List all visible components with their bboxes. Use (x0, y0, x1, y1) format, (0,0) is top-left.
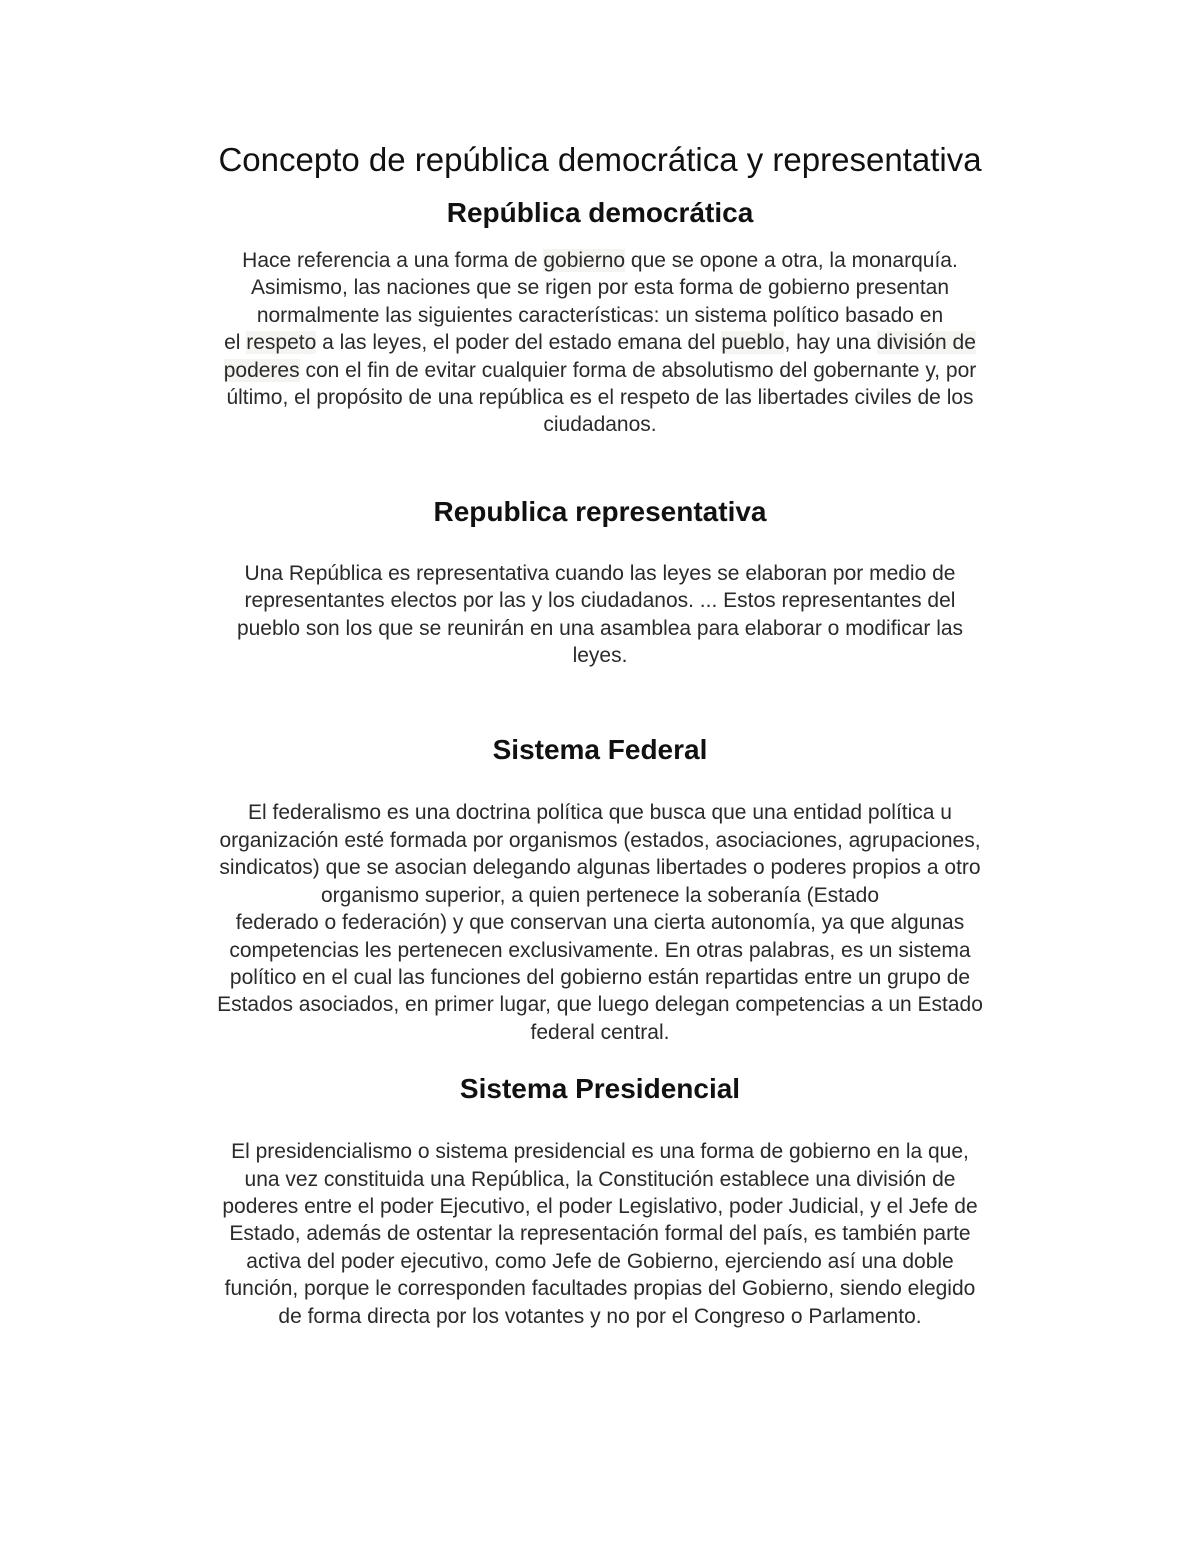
highlighted-term-division-de-poderes: división de (876, 331, 976, 355)
paragraph-line: normalmente las siguientes características: un sistema político basado en (256, 303, 944, 327)
paragraph-sistema-federal (150, 799, 1050, 1046)
paragraph-line: poderes con el fin de evitar cualquier forma de absolutismo del gobernante y, por (223, 358, 977, 382)
paragraph-line: organización esté formada por organismos (estados, asociaciones, agrupaciones, (219, 828, 981, 852)
section-heading-sistema-presidencial: Sistema Presidencial (459, 1073, 741, 1105)
paragraph-sistema-presidencial (150, 1138, 1050, 1330)
paragraph-republica-democratica (150, 247, 1050, 439)
paragraph-line: una vez constituida una República, la Constitución establece una división de (244, 1167, 956, 1191)
paragraph-line: Hace referencia a una forma de gobierno que se opone a otra, la monarquía. (242, 249, 958, 272)
highlighted-term-pueblo: pueblo (721, 331, 785, 355)
section-heading-republica-democratica: República democrática (446, 197, 754, 228)
paragraph-line: el respeto a las leyes, el poder del estado emana del pueblo, hay una división de (224, 331, 976, 355)
paragraph-line: función, porque le corresponden facultades propias del Gobierno, siendo elegido (224, 1277, 976, 1301)
section-heading-republica-representativa: Republica representativa (433, 495, 767, 527)
paragraph-line: de forma directa por los votantes y no por el Congreso o Parlamento. (278, 1304, 922, 1328)
document-title: Concepto de república democrática y representativa (218, 141, 982, 178)
paragraph-line: activa del poder ejecutivo, como Jefe de Gobierno, ejerciendo así una doble (246, 1249, 954, 1273)
paragraph-line: El presidencialismo o sistema presidencial es una forma de gobierno en la que, (231, 1140, 969, 1164)
highlighted-term-respeto: respeto (246, 331, 317, 355)
highlighted-term-gobierno: gobierno (543, 249, 626, 272)
paragraph-line: poderes entre el poder Ejecutivo, el poder Legislativo, poder Judicial, y el Jefe de (222, 1194, 978, 1218)
paragraph-line: Estado, además de ostentar la representación formal del país, es también parte (229, 1222, 971, 1246)
paragraph-line: Una República es representativa cuando las leyes se elaboran por medio de (244, 561, 956, 585)
paragraph-line: organismo superior, a quien pertenece la soberanía (Estado (320, 883, 880, 907)
highlighted-term-poderes: poderes (223, 358, 300, 382)
paragraph-line: político en el cual las funciones del gobierno están repartidas entre un grupo de (229, 965, 971, 989)
paragraph-line: El federalismo es una doctrina política que busca que una entidad política u (248, 801, 952, 825)
paragraph-line: leyes. (572, 644, 628, 668)
document-page (150, 138, 1050, 1330)
paragraph-line: pueblo son los que se reunirán en una asamblea para elaborar o modificar las (236, 616, 964, 640)
paragraph-line: representantes electos por las y los ciudadanos. ... Estos representantes del (244, 589, 956, 613)
paragraph-line: federal central. (530, 1020, 670, 1044)
paragraph-line: Estados asociados, en primer lugar, que luego delegan competencias a un Estado (217, 993, 983, 1017)
paragraph-line: competencias les pertenecen exclusivamente. En otras palabras, es un sistema (229, 938, 971, 962)
paragraph-line: Asimismo, las naciones que se rigen por esta forma de gobierno presentan (250, 276, 950, 300)
section-heading-sistema-federal: Sistema Federal (492, 734, 708, 766)
paragraph-line: último, el propósito de una república es el respeto de las libertades civiles de los (226, 386, 974, 410)
paragraph-republica-representativa (150, 560, 1050, 670)
paragraph-line: ciudadanos. (543, 413, 657, 437)
paragraph-line: sindicatos) que se asocian delegando algunas libertades o poderes propios a otro (219, 856, 981, 880)
paragraph-line: federado o federación) y que conservan una cierta autonomía, ya que algunas (235, 911, 965, 935)
